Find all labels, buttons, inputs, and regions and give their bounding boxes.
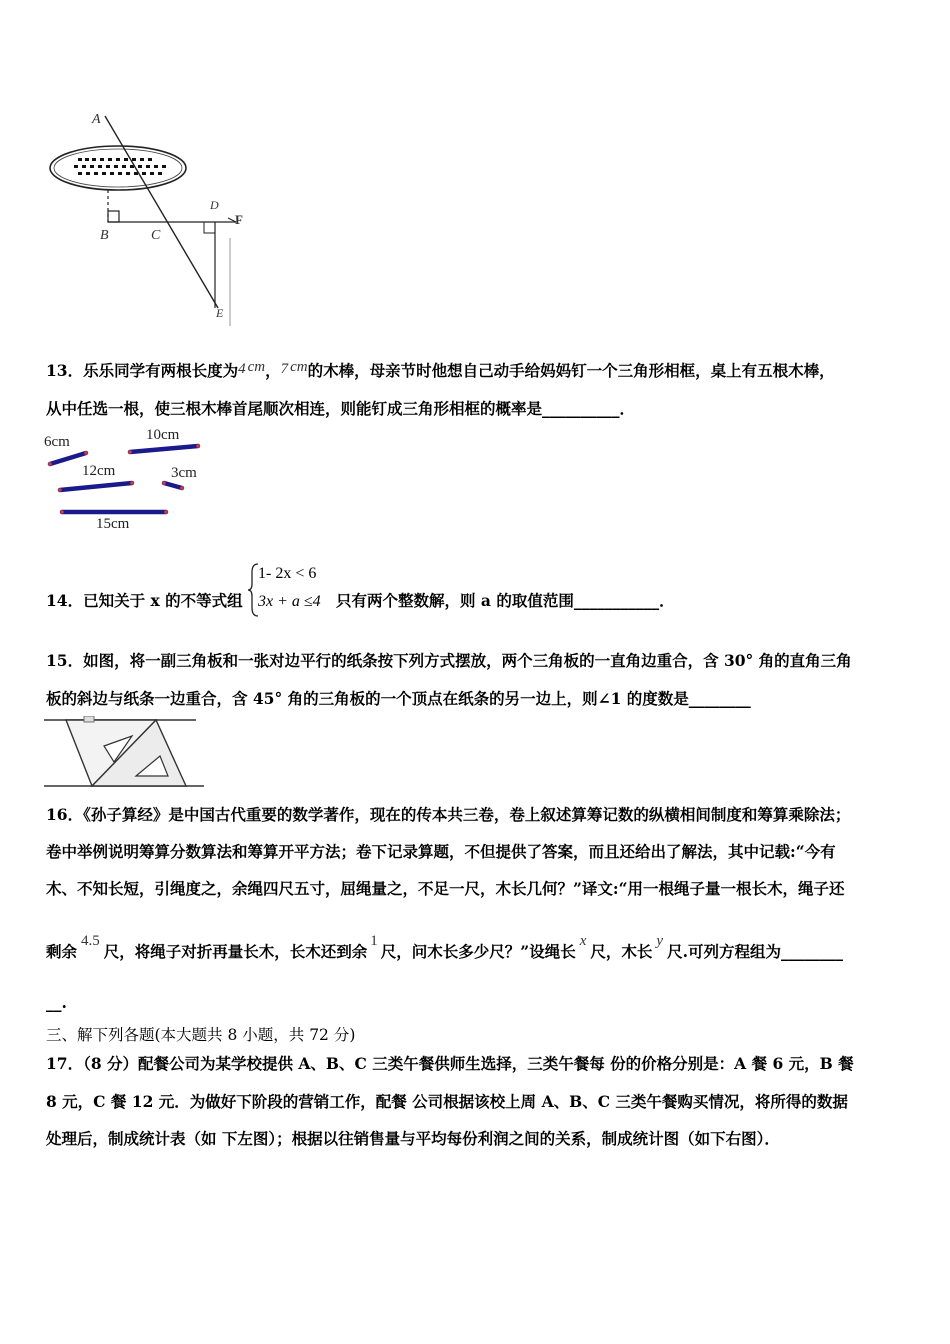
stick-10cm [130,446,198,452]
q15-line1: 15．如图，将一副三角板和一张对边平行的纸条按下列方式摆放，两个三角板的一直角边重合，含 30° 角的直角三角 [46,651,852,670]
q16-var-y: y [656,933,664,949]
q16-line4 [46,933,843,963]
q13-rest1: 的木棒，母亲节时他想自己动手给妈妈钉一个三角形相框，桌上有五根木棒， [307,361,835,380]
q13-line2: 从中任选一根，使三根木棒首尾顺次相连，则能钉成三角形相框的概率是__________． [46,399,636,418]
q15-figure [44,716,210,790]
q16-line5: __. [46,993,67,1012]
q15-line2: 板的斜边与纸条一边重合，含 45° 角的三角板的一个顶点在纸条的另一边上，则∠1 的度数是________ [46,689,751,708]
q13-len2: 7 [280,361,289,377]
point-label-d: D [210,198,219,212]
stick-end-6cm-1 [48,462,52,466]
triangles-diagram [44,716,210,790]
point-label-c: C [151,228,161,243]
stick-label-12cm: 12cm [82,463,116,479]
q14-suffix: 只有两个整数解，则 a 的取值范围___________． [336,591,675,610]
q16-val-4-5: 4.5 [81,933,100,949]
q16-line3: 木、不知长短，引绳度之，余绳四尺五寸，屈绳量之，不足一尺，木长几何？”译文:“用一根绳子量一根长木，绳子还 [46,879,845,898]
stick-label-3cm: 3cm [171,465,197,481]
q16-var-x: x [579,933,587,949]
q17-line1: 17．（8 分）配餐公司为某学校提供 A、B、C 三类午餐供师生选择，三类午餐每 份的价格分别是：A 餐 6 元，B 餐 [46,1054,854,1073]
geometry-diagram [40,108,260,333]
stick-end-3cm-2 [180,486,184,490]
stick-end-12cm-2 [130,481,134,485]
q13-sep: ， [265,361,281,380]
q14-ineq2: 3x + a ≤4 [258,593,321,610]
stick-end-6cm-2 [84,451,88,455]
stick-end-15cm-1 [60,510,64,514]
q16-l4-a: 剩余 [46,942,78,961]
stick-label-10cm: 10cm [146,427,180,443]
stick-end-3cm-1 [162,481,166,485]
q17-line3: 处理后，制成统计表（如 下左图）；根据以往销售量与平均每份利润之间的关系，制成统计图（如下右图）． [46,1129,780,1148]
figure-q12 [40,108,260,333]
q16-l4-c: 尺，问木长多少尺？”设绳长 [380,942,576,961]
stick-12cm [60,483,132,490]
stick-6cm [50,453,86,464]
stick-end-15cm-2 [164,510,168,514]
pond-texture [74,158,166,175]
q13-unit2: cm [290,359,308,375]
point-label-b: B [100,228,109,243]
stick-end-10cm-1 [128,450,132,454]
q13-line1 [46,361,835,382]
q16-l4-e: 尺.可列方程组为________ [667,942,843,961]
q16-val-1: 1 [370,933,378,949]
q14-ineq1: 1- 2x < 6 [258,565,317,582]
q16-l4-d: 尺，木长 [590,942,653,961]
point-label-a: A [92,112,101,127]
q13-unit1: cm [247,359,266,375]
stick-end-10cm-2 [196,444,200,448]
q13-sticks-figure [40,426,220,536]
stick-3cm [164,483,182,488]
q16-line2: 卷中举例说明筹算分数算法和筹算开平方法；卷下记录算题，不但提供了答案，而且还给出了解法，其中记载:“今有 [46,842,836,861]
point-label-f: F [235,212,243,227]
q13-len1: 4 [238,361,246,377]
q14-prefix: 14．已知关于 x 的不等式组 [46,591,243,610]
stick-label-6cm: 6cm [44,434,70,450]
stick-end-12cm-1 [58,488,62,492]
q16-l4-b: 尺，将绳子对折再量长木，长木还到余 [103,942,368,961]
q16-line1: 16．《孙子算经》是中国古代重要的数学著作，现在的传本共三卷，卷上叙述算筹记数的纵横相间制度和筹算乘除法； [46,805,851,824]
stick-label-15cm: 15cm [96,516,130,532]
point-label-e: E [216,306,224,320]
q14-system [248,562,338,618]
q13-prefix: 13．乐乐同学有两根长度为 [46,361,239,380]
q17-line2: 8 元，C 餐 12 元．为做好下阶段的营销工作，配餐 公司根据该校上周 A、B、C 三类午餐购买情况，将所得的数据 [46,1092,848,1111]
section3-title: 三、解下列各题(本大题共 8 小题，共 72 分) [46,1026,356,1044]
